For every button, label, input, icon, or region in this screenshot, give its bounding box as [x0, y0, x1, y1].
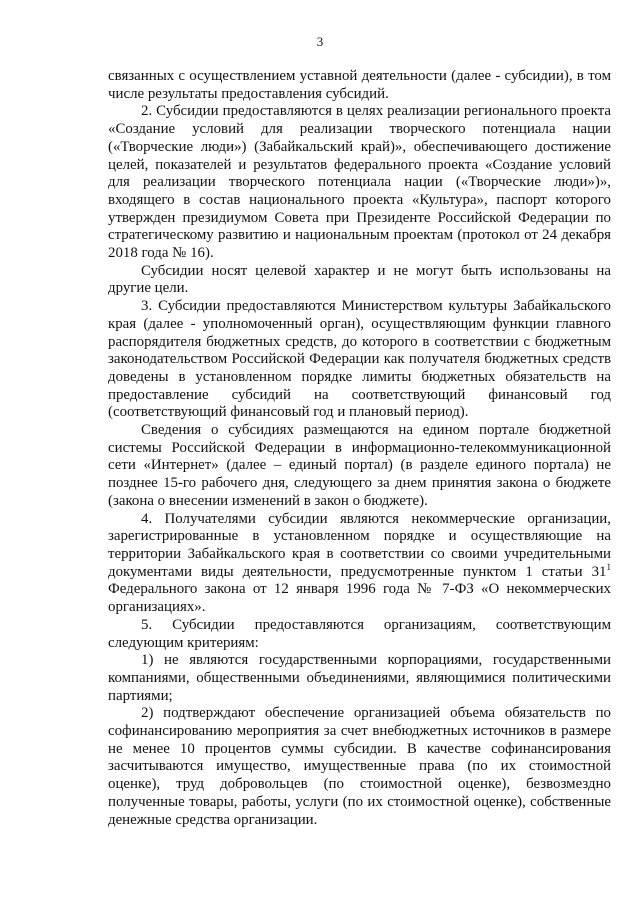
- page-number: 3: [316, 34, 324, 49]
- paragraph-item-4-text: 4. Получателями субсидии являются некоммерческие организации, зарегистрированные в установленном порядке и осуществляющие на территории Забайкальского края в соответствии со своими учредительными документами виды деятельности, предусмотренные пунктом 1 статьи 31: [108, 510, 611, 580]
- paragraph-item-3: 3. Субсидии предоставляются Министерством культуры Забайкальского края (далее - уполномоченный орган), осуществляющим функции главного распорядителя бюджетных средств, до которого в соответствии с бюджетным законодательством Российской Федерации как получателя бюджетных средств доведены в установленном порядке лимиты бюджетных обязательств на предоставление субсидий на соответствующий финансовый год (соответствующий финансовый год и плановый период).: [108, 298, 611, 421]
- article-superscript: 1: [606, 561, 611, 572]
- paragraph-item-5: 5. Субсидии предоставляются организациям, соответствующим следующим критериям:: [108, 616, 611, 651]
- paragraph-item-4: [108, 511, 611, 617]
- paragraph-subsidy-purpose-end: связанных с осуществлением уставной деятельности (далее - субсидии), в том числе результаты предоставления субсидий.: [108, 68, 611, 102]
- paragraph-portal-info: Сведения о субсидиях размещаются на едином портале бюджетной системы Российской Федерации в информационно-телекоммуникационной сети «Интернет» (далее – единый портал) (в разделе единого портала) не позднее 15-го рабочего дня, следующего за днем принятия закона о бюджете (закона о внесении изменений в закон о бюджете).: [108, 422, 611, 509]
- criterion-1: 1) не являются государственными корпорациями, государственными компаниями, общественными объединениями, являющимися политическими партиями;: [108, 652, 611, 704]
- paragraph-item-4-text-end: Федерального закона от 12 января 1996 года № 7-ФЗ «О некоммерческих организациях».: [108, 581, 611, 616]
- paragraph-targeted-nature: Субсидии носят целевой характер и не могут быть использованы на другие цели.: [108, 262, 611, 297]
- criterion-2: 2) подтверждают обеспечение организацией объема обязательств по софинансированию мероприятия за счет внебюджетных источников в размере не менее 10 процентов суммы субсидии. В качестве софинансирования засчитываются имущество, имущественные права (по их стоимостной оценке), труд добровольцев (по стоимостной оценке), безвозмездно полученные товары, работы, услуги (по их стоимостной оценке), собственные денежные средства организации.: [108, 705, 611, 828]
- paragraph-item-2: 2. Субсидии предоставляются в целях реализации регионального проекта «Создание условий для реализации творческого потенциала нации («Творческие люди») (Забайкальский край)», обеспечивающего достижение целей, показателей и результатов федерального проекта «Создание условий для реализации творческого потенциала нации («Творческие люди»)», входящего в состав национального проекта «Культура», паспорт которого утвержден президиумом Совета при Президенте Российской Федерации по стратегическому развитию и национальным проектам (протокол от 24 декабря 2018 года № 16).: [108, 103, 611, 262]
- document-body: [108, 68, 611, 829]
